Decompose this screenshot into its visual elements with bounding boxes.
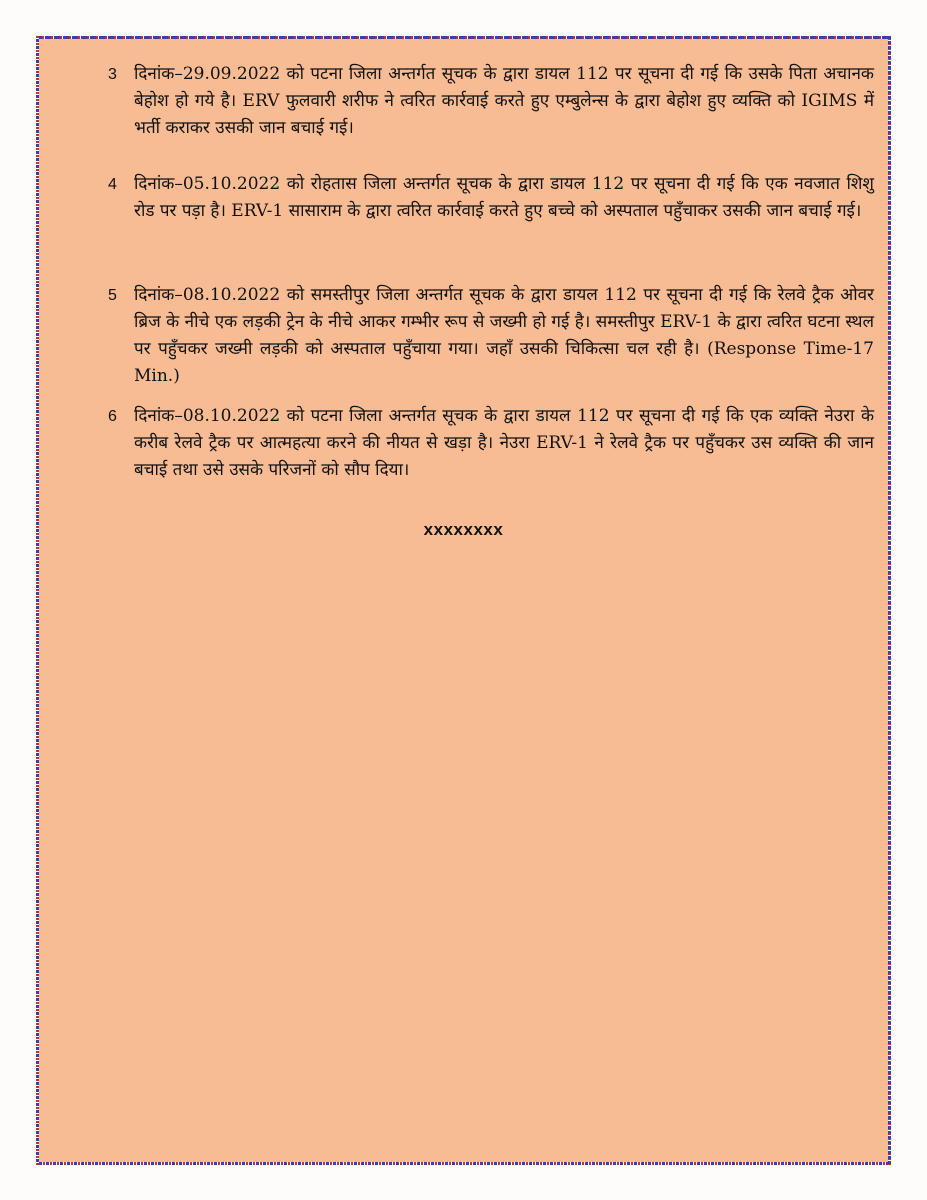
page-border-right bbox=[888, 36, 891, 1165]
entry-text: दिनांक–08.10.2022 को पटना जिला अन्तर्गत सूचक के द्वारा डायल 112 पर सूचना दी गई कि एक व्यक्ति नेउरा के करीब रेलवे ट्रैक पर आत्महत्या करने की नीयत से खड़ा है। नेउरा ERV-1 ने रेलवे ट्रैक पर पहुँचकर उस व्यक्ति की जान बचाई तथा उसे उसके परिजनों को सौप दिया। bbox=[134, 406, 874, 480]
entry-number: 5 bbox=[108, 287, 117, 304]
entry-text: दिनांक–08.10.2022 को समस्तीपुर जिला अन्तर्गत सूचक के द्वारा डायल 112 पर सूचना दी गई कि रेलवे ट्रैक ओवर ब्रिज के नीचे एक लड़की ट्रेन के नीचे आकर गम्भीर रूप से जख्मी हो गई है। समस्तीपुर ERV-1 के द्वारा त्वरित घटना स्थल पर पहुँचकर जख्मी लड़की को अस्पताल पहुँचाया गया। जहाँ उसकी चिकित्सा चल रही है। (Response Time-17 Min.) bbox=[134, 285, 874, 386]
incident-entry bbox=[108, 282, 874, 390]
closing-mark: xxxxxxxx bbox=[423, 520, 504, 539]
incident-entry bbox=[108, 403, 874, 484]
entry-number: 6 bbox=[108, 408, 117, 425]
page-border-left bbox=[36, 36, 39, 1165]
incident-entry bbox=[108, 61, 874, 142]
entry-number: 3 bbox=[108, 66, 117, 83]
entry-text: दिनांक–05.10.2022 को रोहतास जिला अन्तर्गत सूचक के द्वारा डायल 112 पर सूचना दी गई कि एक नवजात शिशु रोड पर पड़ा है। ERV-1 सासाराम के द्वारा त्वरित कार्रवाई करते हुए बच्चे को अस्पताल पहुँचाकर उसकी जान बचाई गई। bbox=[134, 174, 874, 221]
entry-text: दिनांक–29.09.2022 को पटना जिला अन्तर्गत सूचक के द्वारा डायल 112 पर सूचना दी गई कि उसके पिता अचानक बेहोश हो गये है। ERV फुलवारी शरीफ ने त्वरित कार्रवाई करते हुए एम्बुलेन्स के द्वारा बेहोश हुए व्यक्ति को IGIMS में भर्ती कराकर उसकी जान बचाई गई। bbox=[134, 64, 874, 138]
page-border-bottom bbox=[36, 1162, 891, 1165]
page-border-top bbox=[36, 36, 891, 39]
document-page bbox=[36, 36, 891, 1165]
incident-entry bbox=[108, 171, 874, 225]
entry-number: 4 bbox=[108, 176, 117, 193]
